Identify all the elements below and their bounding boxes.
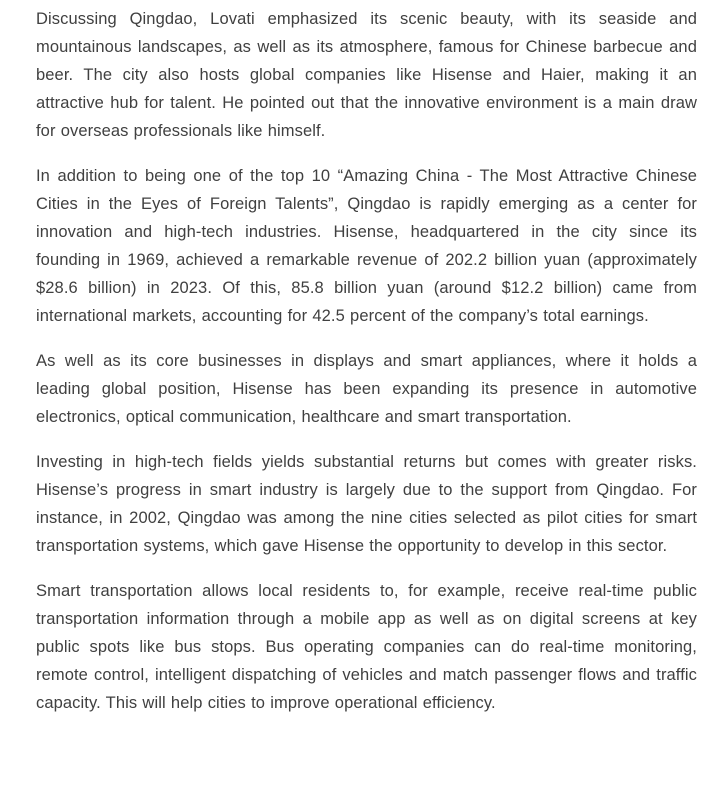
paragraph-smart-transportation: Smart transportation allows local residents to, for example, receive real-time public transportation information through a mobile app as well as on digital screens at key public spots like bus stops. Bus operating companies can do real-time monitoring, remote control, intelligent dispatching of vehicles and match passenger flows and traffic capacity. This will help cities to improve operational efficiency. <box>36 582 697 712</box>
paragraph-hisense-businesses: As well as its core businesses in displays and smart appliances, where it holds a leading global position, Hisense has been expanding its presence in automotive electronics, optical communication, healthcare and smart transportation. <box>36 352 697 426</box>
paragraph-hightech-investment: Investing in high-tech fields yields substantial returns but comes with greater risks. Hisense’s progress in smart industry is largely due to the support from Qingdao. For instance, in 2002, Qingdao was among the nine cities selected as pilot cities for smart transportation systems, which gave Hisense the opportunity to develop in this sector. <box>36 453 697 555</box>
paragraph-qingdao-intro: Discussing Qingdao, Lovati emphasized its scenic beauty, with its seaside and mountainous landscapes, as well as its atmosphere, famous for Chinese barbecue and beer. The city also hosts global companies like Hisense and Haier, making it an attractive hub for talent. He pointed out that the innovative environment is a main draw for overseas professionals like himself. <box>36 10 697 140</box>
paragraph-hisense-revenue: In addition to being one of the top 10 “Amazing China - The Most Attractive Chinese Cities in the Eyes of Foreign Talents”, Qingdao is rapidly emerging as a center for innovation and high-tech industries. Hisense, headquartered in the city since its founding in 1969, achieved a remarkable revenue of 202.2 billion yuan (approximately $28.6 billion) in 2023. Of this, 85.8 billion yuan (around $12.2 billion) came from international markets, accounting for 42.5 percent of the company’s total earnings. <box>36 167 697 325</box>
